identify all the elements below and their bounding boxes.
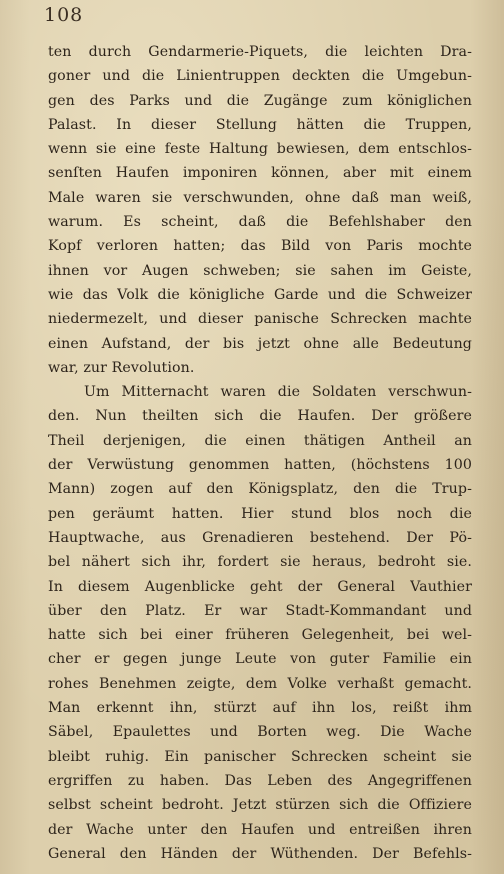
text-line: ihnen vor Augen schweben; sie sahen im Geiste,: [48, 262, 472, 279]
text-line: rohes Benehmen zeigte, dem Volke verhaßt gemacht.: [48, 675, 472, 692]
text-line: gen des Parks und die Zugänge zum königlichen: [48, 92, 472, 109]
text-line: senſten Haufen imponiren können, aber mit einem: [48, 165, 472, 182]
text-line: pen geräumt hatten. Hier stund blos noch die: [48, 505, 472, 522]
text-line: bel nähert sich ihr, fordert sie heraus, bedroht sie.: [48, 554, 472, 571]
text-line: In diesem Augenblicke geht der General Vauthier: [48, 578, 472, 595]
text-line: Man erkennt ihn, stürzt auf ihn los, reißt ihm: [48, 700, 472, 717]
text-line: einen Aufstand, der bis jetzt ohne alle Bedeutung: [48, 335, 472, 352]
text-line: Kopf verloren hatten; das Bild von Paris mochte: [48, 238, 472, 255]
page-number: 108: [44, 4, 84, 26]
text-line: den. Nun theilten sich die Haufen. Der größere: [48, 408, 472, 425]
text-line: cher er gegen junge Leute von guter Familie ein: [48, 651, 472, 668]
body-text: [48, 40, 472, 866]
text-line: Um Mitternacht waren die Soldaten verschwun-: [84, 384, 472, 401]
paragraph: [48, 380, 472, 866]
text-line: hatte sich bei einer früheren Gelegenheit, bei wel-: [48, 627, 472, 644]
text-line: ergriffen zu haben. Das Leben des Angegriffenen: [48, 772, 472, 789]
text-line: Palast. In dieser Stellung hätten die Truppen,: [48, 116, 472, 133]
text-line: Hauptwache, aus Grenadieren bestehend. Der Pö-: [48, 529, 472, 546]
text-line: selbst scheint bedroht. Jetzt stürzen sich die Offiziere: [48, 797, 472, 814]
text-line: niedermezelt, und dieser panische Schrecken machte: [48, 311, 472, 328]
text-line: warum. Es scheint, daß die Befehlshaber den: [48, 214, 472, 231]
text-line: bleibt ruhig. Ein panischer Schrecken scheint sie: [48, 748, 472, 765]
text-line: der Wache unter den Haufen und entreißen ihren: [48, 821, 472, 838]
text-line: der Verwüstung genommen hatten, (höchstens 100: [48, 457, 472, 474]
text-line: wenn sie eine feste Haltung bewiesen, dem entschlos-: [48, 141, 472, 158]
text-line: war, zur Revolution.: [48, 359, 195, 376]
text-line: Male waren sie verschwunden, ohne daß man weiß,: [48, 189, 472, 206]
text-line: goner und die Linientruppen deckten die Umgebun-: [48, 68, 472, 85]
text-line: Mann) zogen auf den Königsplatz, den die Trup-: [48, 481, 472, 498]
text-line: General den Händen der Wüthenden. Der Befehls-: [48, 845, 472, 862]
text-line: wie das Volk die königliche Garde und die Schweizer: [48, 286, 472, 303]
text-line: Säbel, Epaulettes und Borten weg. Die Wache: [48, 724, 472, 741]
paragraph: [48, 40, 472, 380]
text-line: über den Platz. Er war Stadt-Kommandant und: [48, 602, 472, 619]
text-line: Theil derjenigen, die einen thätigen Antheil an: [48, 432, 472, 449]
text-line: ten durch Gendarmerie-Piquets, die leichten Dra-: [48, 44, 472, 60]
